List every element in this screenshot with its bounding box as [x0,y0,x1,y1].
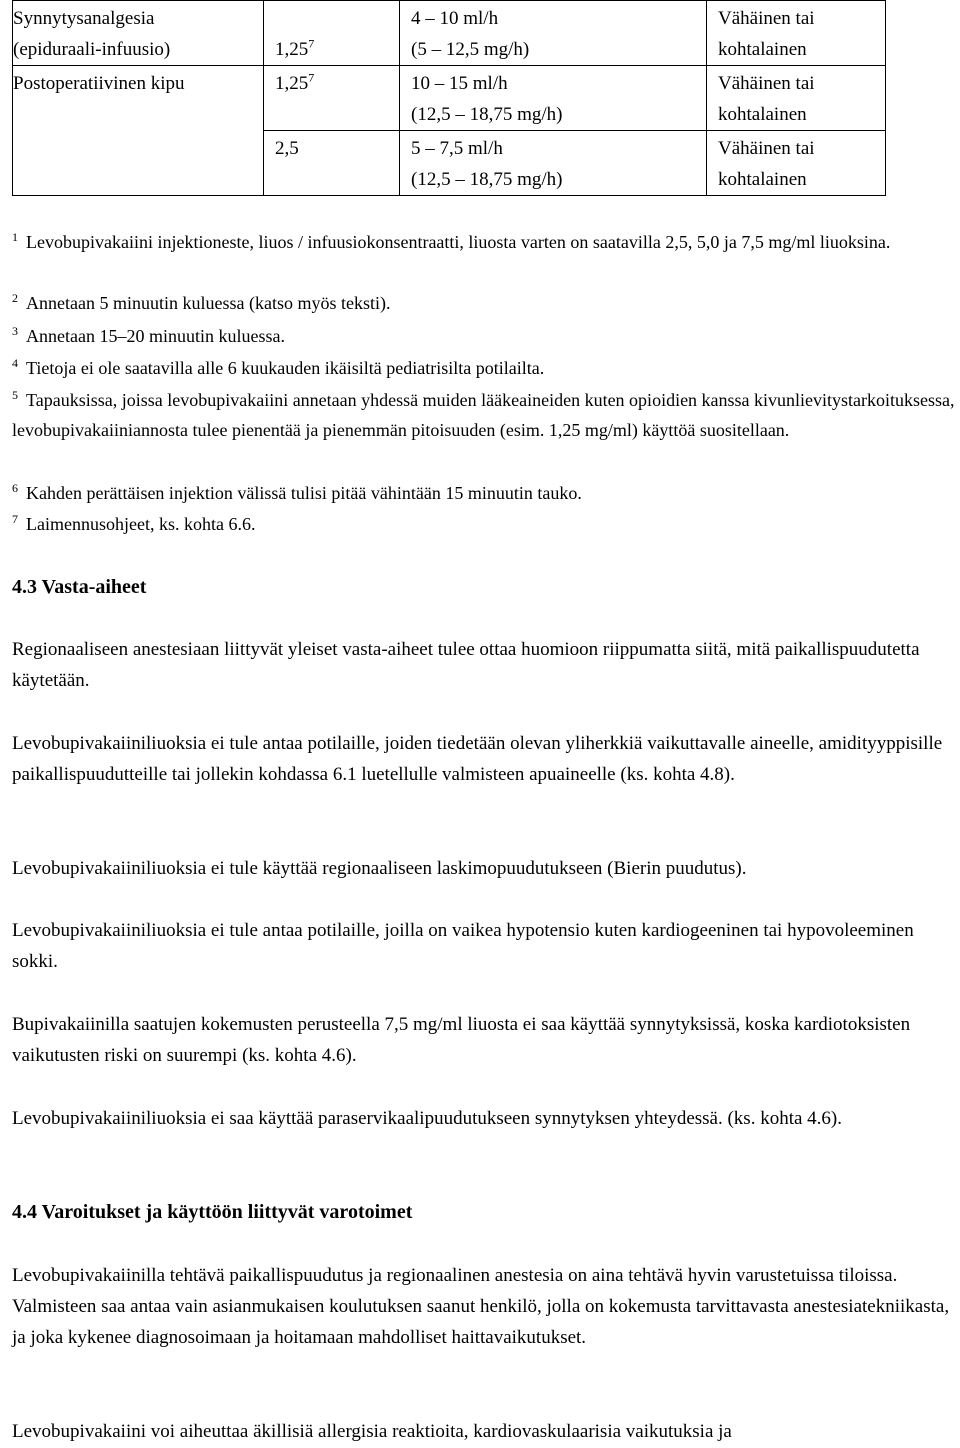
table-cell-indication [13,1,264,66]
table-cell-block [707,131,886,196]
table-cell-concentration [264,1,400,66]
footnote-text: Levobupivakaiini injektioneste, liuos / infuusiokonsentraatti, liuosta varten on saatavilla 2,5, 5,0 ja 7,5 mg/ml liuoksina. [26,232,891,252]
paragraph: Regionaaliseen anestesiaan liittyvät yleiset vasta-aiheet tulee ottaa huomioon riippumatta siitä, mitä paikallispuudutetta käytetään. [12,639,920,691]
footnote [12,509,958,539]
cell-text: Vähäinen tai [718,8,815,29]
table-cell-indication [13,66,264,196]
cell-text: Synnytysanalgesia [13,8,155,29]
cell-text: kohtalainen [718,39,807,60]
cell-text: 10 – 15 ml/h [411,73,508,94]
footnote-number: 5 [12,388,18,402]
cell-text: kohtalainen [718,169,807,190]
footnote-number: 2 [12,291,18,305]
cell-text: (5 – 12,5 mg/h) [411,39,530,60]
table-cell-block [707,66,886,131]
footnote [12,353,958,383]
table-cell-block [707,1,886,66]
footnote-text: Annetaan 15–20 minuutin kuluessa. [26,326,285,346]
footnote [12,288,958,318]
cell-text: (epiduraali-infuusio) [13,39,171,60]
cell-text: Vähäinen tai [718,73,815,94]
cell-text: kohtalainen [718,104,807,125]
paragraph: Levobupivakaiiniliuoksia ei tule antaa potilaille, joilla on vaikea hypotensio kuten kardiogeeninen tai hypovoleeminen sokki. [12,920,914,972]
footnote [12,321,958,351]
footnote-text: Kahden perättäisen injektion välissä tulisi pitää vähintään 15 minuutin tauko. [26,483,582,503]
cell-text: 4 – 10 ml/h [411,8,499,29]
table-row [13,1,886,66]
footnote-text: Tapauksissa, joissa levobupivakaiini annetaan yhdessä muiden lääkeaineiden kuten opioidien kanssa kivunlievitystarkoituksessa, levobupivakaiiniannosta tulee pienentää ja pienemmän pitoisuuden (esim. 1,25 mg/ml) käyttöä suositellaan. [12,390,955,440]
footnote [12,385,958,445]
footnote-text: Laimennusohjeet, ks. kohta 6.6. [26,514,256,534]
cell-text: (12,5 – 18,75 mg/h) [411,104,563,125]
cell-text: 1,25 [275,39,309,60]
cell-text: 1,25 [275,73,309,94]
footnote-ref: 7 [308,36,315,51]
section-heading: 4.4 Varoitukset ja käyttöön liittyvät varotoimet [12,1201,413,1223]
footnote-ref: 7 [308,70,315,85]
paragraph: Bupivakaiinilla saatujen kokemusten perusteella 7,5 mg/ml liuosta ei saa käyttää synnytyksissä, koska kardiotoksisten vaikutusten riski on suurempi (ks. kohta 4.6). [12,1014,911,1066]
table-cell-dose [400,131,707,196]
footnote-text: Tietoja ei ole saatavilla alle 6 kuukauden ikäisiltä pediatrisilta potilailta. [26,358,545,378]
dosage-table [12,0,886,196]
paragraph: Levobupivakaiinilla tehtävä paikallispuudutus ja regionaalinen anestesia on aina tehtävä hyvin varustetuissa tiloissa. Valmisteen saa antaa vain asianmukaisen koulutuksen saanut henkilö, jolla on kokemusta tarvittavasta anestesiatekniikasta, ja joka kykenee diagnosoimaan ja hoitamaan mahdolliset haittavaikutukset. [12,1265,950,1348]
cell-text: 2,5 [275,138,299,159]
footnote-number: 3 [12,324,18,338]
table-row [13,66,886,131]
table-cell-concentration [264,131,400,196]
paragraph: Levobupivakaiiniliuoksia ei tule antaa potilaille, joiden tiedetään olevan yliherkkiä vaikuttavalle aineelle, amidityyppisille paikallispuudutteille tai jollekin kohdassa 6.1 luetellulle valmisteen apuaineelle (ks. kohta 4.8). [12,733,943,785]
footnote [12,478,958,508]
cell-text: Vähäinen tai [718,138,815,159]
paragraph: Levobupivakaiiniliuoksia ei saa käyttää paraservikaalipuudutukseen synnytyksen yhteydessä. (ks. kohta 4.6). [12,1108,842,1129]
cell-text: (12,5 – 18,75 mg/h) [411,169,563,190]
cell-text: 5 – 7,5 ml/h [411,138,503,159]
footnote-text: Annetaan 5 minuutin kuluessa (katso myös teksti). [26,293,391,313]
cell-text: Postoperatiivinen kipu [13,73,185,94]
footnote-number: 6 [12,481,18,495]
section-heading: 4.3 Vasta-aiheet [12,576,147,598]
table-cell-dose [400,1,707,66]
footnote-number: 1 [12,230,18,244]
footnote-number: 4 [12,356,18,370]
footnote [12,227,958,257]
table-cell-concentration [264,66,400,131]
table-cell-dose [400,66,707,131]
footnote-number: 7 [12,512,18,526]
paragraph: Levobupivakaiini voi aiheuttaa äkillisiä allergisia reaktioita, kardiovaskulaarisia vaikutuksia ja [12,1421,732,1442]
paragraph: Levobupivakaiiniliuoksia ei tule käyttää regionaaliseen laskimopuudutukseen (Bierin puudutus). [12,858,747,879]
